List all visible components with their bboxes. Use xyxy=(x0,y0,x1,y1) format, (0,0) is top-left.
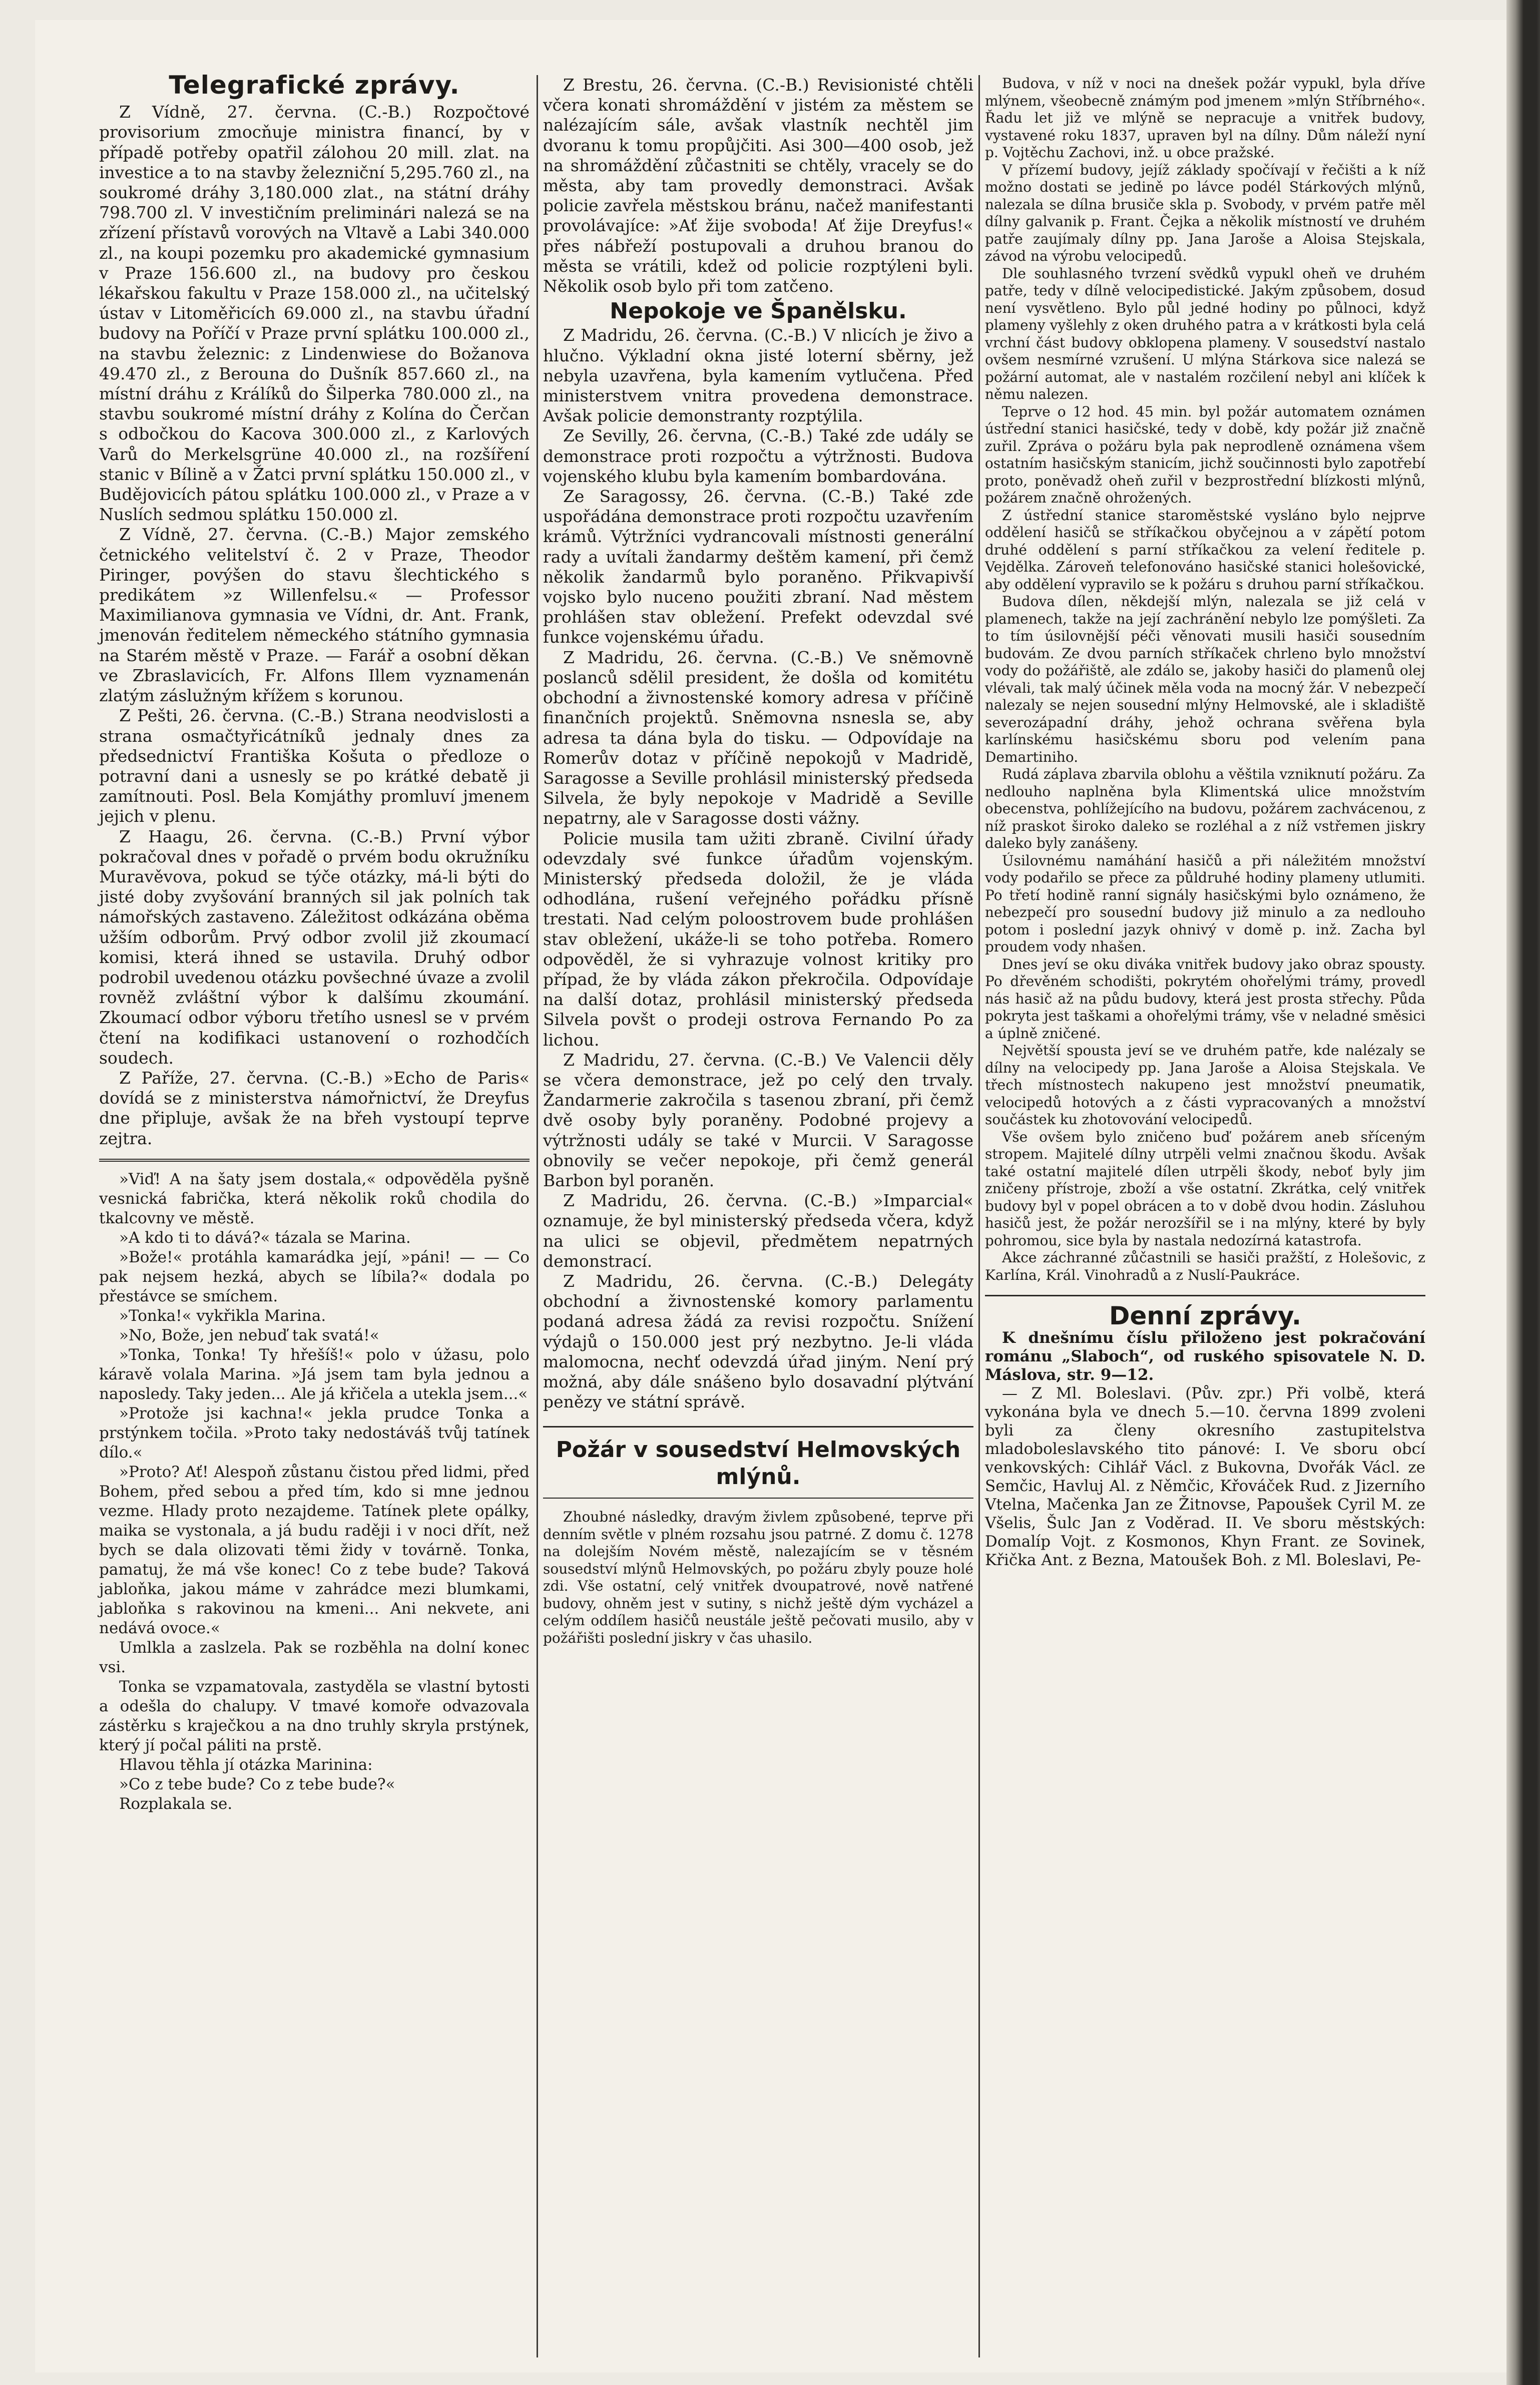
news-paragraph: Ze Sevilly, 26. června, (C.-B.) Také zde udály se demonstrace proti rozpočtu a výtržnosti. Budova vojenského klubu byla kamením bombardována. xyxy=(543,426,973,486)
feuilleton-paragraph: Hlavou těhla jí otázka Marinina: xyxy=(119,1755,373,1774)
telegram-paragraph: Z Vídně, 27. června. (C.-B.) Rozpočtové provisorium zmocňuje ministra financí, by v případě potřeby opatřil zálohou 20 mill. zlat. na investice a to na stavby železniční 5,295.760 zl., na soukromé dráhy 3,180.000 zlat., na státní dráhy 798.700 zl. V investičním preliminári nalezá se na zřízení přístavů vorových na Vltavě a Labi 340.000 zl., na koupi pozemku pro akademické gymnasium v Praze 156.600 zl., na budovy pro českou lékařskou fakultu v Praze 158.000 zl., na učitelský ústav v Litoměřicích 69.000 zl., na stavbu úřadní budovy na Poříčí v Praze první splátku 100.000 zl., na stavbu železnic: z Lindenwiese do Božanova 49.470 zl., z Berouna do Dušník 857.660 zl., na místní dráhu z Králíků do Šilperka 780.000 zl., na stavbu soukromé místní dráhy z Kolína do Čerčan s odbočkou do Kacova 300.000 zl., z Karlových Varů do Merkelsgrüne 40.000 zl., na rozšíření stanic v Bílině a v Žatci první splátku 150.000 zl., v Budějovicích pátou splátku 100.000 zl., v Praze a v Nuslích sedmou splátku 150.000 zl. xyxy=(99,102,530,525)
heading-telegraficke-zpravy: Telegrafické zprávy. xyxy=(169,71,460,100)
fire-paragraph: V přízemí budovy, jejíž základy spočívají v řečišti a k níž možno dostati se jedině po lávce podél Stárkových mlýnů, nalezala se dílna brusiče skla p. Svobody, v prvém patře měl dílny galvanik p. Frant. Čejka a několik místností ve druhém patře zaujímaly dílny pp. Jana Jaroše a Aloisa Stejskala, závod na výrobu velocipedů. xyxy=(985,161,1425,264)
feuilleton-paragraph: »Bože!« protáhla kamarádka její, »páni! — — Co pak nejsem hezká, abych se líbila?« dodala po přestávce se smíchem. xyxy=(99,1248,530,1305)
feuilleton-paragraph: »Protože jsi kachna!« jekla prudce Tonka a prstýnkem točila. »Proto taky nedostáváš tvůj tatínek dílo.« xyxy=(99,1404,530,1462)
news-paragraph: Z Madridu, 26. června. (C.-B.) V nlicích je živo a hlučno. Výkladní okna jisté loterní sběrny, jež nebyla uzavřena, byla kamením vytlučena. Před ministerstvem vnitra provedena demonstrace. Avšak policie demonstranty rozptýlila. xyxy=(543,325,973,426)
denni-paragraph: — Z Ml. Boleslavi. (Pův. zpr.) Při volbě, která vykonána byla ve dnech 5.—10. června 1899 zvoleni byli za členy okresního zastupitelstva mladoboleslavského tito pánové: I. Ve sboru obcí venkovských: Cihlář Václ. z Bukovna, Dvořák Václ. ze Semčic, Havluj Al. z Němčic, Křováček Rud. z Jizerního Vtelna, Mačenka Jan ze Žitnovse, Papoušek Cyril M. ze Všelis, Šulc Jan z Voděrad. II. Ve sboru městských: Domalíp Vojt. z Kosmonos, Khyn Frant. ze Sovinek, Křička Ant. z Bezna, Matoušek Boh. z Ml. Boleslavi, Pe- xyxy=(985,1384,1425,1569)
news-paragraph: Policie musila tam užiti zbraně. Civilní úřady odevzdaly své funkce úřadům vojenským. Ministerský předseda doložil, že je vláda odhodlána, rušení veřejného pořádku přísně trestati. Nad celým poloostrovem bude prohlášen stav obležení, ukáže-li se toho potřeba. Romero odpověděl, že si vyhrazuje volnost kritiky pro případ, že by vláda zákon překročila. Odpovídaje na další dotaz, prohlásil ministerský předseda Silvela povšt o prodeji ostrova Fernando Po za lichou. xyxy=(543,828,973,1050)
fire-paragraph: Dnes jeví se oku diváka vnitřek budovy jako obraz spousty. Po dřevěném schodišti, pokrytém ohořelými trámy, provedl nás hasič až na půdu budovy, která jest prosta střechy. Půda pokryta jest taškami a ohořelými trámy, vše v neladné směsici a úplně zničené. xyxy=(985,956,1425,1042)
telegram-paragraph: Z Haagu, 26. června. (C.-B.) První výbor pokračoval dnes v pořadě o prvém bodu okružníku Muravěvova, pokud se týče otázky, má-li býti do jisté doby zvyšování branných sil jak polních tak námořských zastaveno. Záležitost odkázána oběma užším odborům. Prvý odbor zvolil již zkoumací komisi, která ihned se ustavila. Druhý odbor podrobil uvedenou otázku povšechné úvaze a zvolil rovněž zvláštní výbor k dalšímu zkoumání. Zkoumací odbor výboru třetího usnesl se v prvém čtení na kodifikaci ustanovení o rozhodčích soudech. xyxy=(99,826,530,1068)
fire-paragraph: Budova, v níž v noci na dnešek požár vypukl, byla dříve mlýnem, všeobecně známým pod jmenem »mlýn Stříbrného«. Řadu let již ve mlýně se nepracuje a vnitřek budovy, vystavené roku 1837, upraven byl na dílny. Dům náleží nyní p. Vojtěchu Zachovi, inž. u obce pražské. xyxy=(985,75,1425,161)
column-rule-1 xyxy=(537,75,538,2357)
fire-paragraph: Zhoubné následky, dravým živlem způsobené, teprve při denním světle v plném rozsahu jsou patrné. Z domu č. 1278 na dolejším Novém městě, nalezajícím se v těsném sousedství mlýnů Helmovských, po požáru zbyly pouze holé zdi. Vše ostatní, celý vnitřek dvoupatrové, nově natřené budovy, ohněm jest v sutiny, s nichž ještě dým vycházel a celým oddílem hasičů neustále ještě pečovati musilo, aby v požářišti poslední jiskry v čas uhasilo. xyxy=(543,1509,973,1646)
denni-intro: K dnešnímu číslu přiloženo jest pokračování románu „Slaboch“, od ruského spisovatele N. D. Máslova, str. 9—12. xyxy=(985,1328,1425,1384)
feuilleton-paragraph: »A kdo ti to dává?« tázala se Marina. xyxy=(119,1228,411,1247)
fire-paragraph: Akce záchranné zůčastnili se hasiči pražští, z Holešovic, z Karlína, Král. Vinohradů a z Nuslí-Paukráce. xyxy=(985,1249,1425,1283)
fire-paragraph: Největší spousta jeví se ve druhém patře, kde nalézaly se dílny na velocipedy pp. Jana Jaroše a Aloisa Stejskala. Ve třech místnostech nakupeno jest množství pneumatik, velocipedů hotových a z části vypracovaných a množství součástek ku zhotovování velocipedů. xyxy=(985,1042,1425,1128)
fire-paragraph: Budova dílen, někdejší mlýn, nalezala se již celá v plamenech, takže na její zachránění nebylo lze pomýšleti. Za to tím úsilovnější péči věnovati musili hasiči sousedním budovám. Ze dvou parních stříkaček chrleno bylo množství vody do požářiště, ale zdálo se, jakoby hasiči do plamenů olej vlévali, tak malý účinek měla voda na mocný žár. V nebezpečí nalezaly se nejen sousední mlýny Helmovské, ale i skladiště severozápadní dráhy, jehož ochrana svěřena byla karlínskému hasičskému sboru pod velením pana Demartiniho. xyxy=(985,593,1425,765)
feuilleton-separator xyxy=(99,1159,530,1162)
telegram-paragraph: Z Vídně, 27. června. (C.-B.) Major zemského četnického velitelství č. 2 v Praze, Theodor Piringer, povýšen do stavu šlechtického s predikátem »z Willenfelsu.« — Professor Maximilianova gymnasia ve Vídni, dr. Ant. Frank, jmenován ředitelem německého státního gymnasia na Starém městě v Praze. — Farář a osobní děkan ve Zbraslavicích, Fr. Alfons Illem vyznamenán zlatým záslužným křížem s korunou. xyxy=(99,525,530,706)
fire-paragraph: Rudá záplava zbarvila oblohu a věštila vzniknutí požáru. Za nedlouho naplněna byla Klimentská ulice množstvím obecenstva, pohlížejícího na budovu, požárem zachvácenou, z níž praskot široko daleko se rozléhal a z níž vstřemen jiskry daleko byly zanášeny. xyxy=(985,766,1425,851)
feuilleton-paragraph: »Tonka!« vykřikla Marina. xyxy=(119,1306,326,1325)
feuilleton-paragraph: Tonka se vzpamatovala, zastyděla se vlastní bytosti a odešla do chalupy. V tmavé komoře odvazovala zástěrku s kraječkou a na dno truhly skryla prstýnek, který jí počal páliti na prstě. xyxy=(99,1677,530,1754)
fire-paragraph: Dle souhlasného tvrzení svědků vypukl oheň ve druhém patře, tedy v dílně velocipedistické. Jakým způsobem, dosud není vysvětleno. Bylo půl jedné hodiny po půlnoci, když plameny vyšlehly z oken druhého patra a v krátkosti byla celá vrchní část budovy obklopena plameny. V sousedství nastalo ovšem nesmírné vzrušení. U mlýna Stárkova sice nalezá se požární automat, ale v nastalém rozčilení nebyl ani klíček k němu nalezen. xyxy=(985,265,1425,402)
column-fire-report xyxy=(985,75,1425,1570)
news-paragraph: Z Madridu, 27. června. (C.-B.) Ve Valencii děly se včera demonstrace, jež po celý den trvaly. Žandarmerie zakročila s tasenou zbraní, při čemž dvě osoby byly poraněny. Podobné projevy a výtržnosti udály se také v Murcii. V Saragosse obnovily se večer nepokoje, při čemž generál Barbon byl poraněn. xyxy=(543,1050,973,1190)
fire-paragraph: Vše ovšem bylo zničeno buď požárem aneb sříceným stropem. Majitelé dílny utrpěli velmi značnou škodu. Avšak také ostatní majitelé dílen utrpěli škody, neboť byly jim zničeny přístroje, zboží a vše ostatní. Zkrátka, celý vnitřek budovy byl v popel obrácen a to v době dvou hodin. Zásluhou hasičů jest, že požár nerozšířil se i na mlýny, které by byly pohromou, sice byla by nastala nedozírná katastrofa. xyxy=(985,1128,1425,1249)
heading-denni-zpravy: Denní zprávy. xyxy=(1109,1301,1302,1330)
news-paragraph-brest: Z Brestu, 26. června. (C.-B.) Revisionisté chtěli včera konati shromáždění v jistém za městem se nalézajícím sále, avšak vlastník nechtěl jim dvoranu k tomu propůjčiti. Asi 300—400 osob, jež na shromáždění zůčastniti se chtěly, vracely se do města, aby tam provedly demonstraci. Avšak policie zavřela městskou bránu, načež manifestanti provolávajíce: »Ať žije svoboda! Ať žije Dreyfus!« přes nábřeží postupovali a druhou branou do města se vrátili, kdež od policie rozptýleni byli. Několik osob bylo při tom zatčeno. xyxy=(543,75,973,296)
fire-paragraph: Z ústřední stanice staroměstské vysláno bylo nejprve oddělení hasičů se stříkačkou obyčejnou a v zápětí potom druhé oddělení s parní stříkačkou za velení ředitele p. Vejdělka. Zároveň telefonováno hasičské stanici holešovické, aby oddělení vypravilo se k požáru s druhou parní stříkačkou. xyxy=(985,507,1425,593)
feuilleton-paragraph: »Tonka, Tonka! Ty hřešíš!« polo v úžasu, polo káravě volala Marina. »Já jsem tam byla jednou a naposledy. Taky jeden... Ale já křičela a utekla jsem...« xyxy=(99,1345,530,1403)
feuilleton xyxy=(99,1170,530,1814)
page-edge xyxy=(1506,0,1540,2385)
feuilleton-paragraph: »Co z tebe bude? Co z tebe bude?« xyxy=(119,1775,395,1793)
news-paragraph: Ze Saragossy, 26. června. (C.-B.) Také zde uspořádána demonstrace proti rozpočtu uzavřením krámů. Výtržníci vydrancovali místnosti generální rady a uvítali žandarmy deštěm kamení, při čemž několik žandarmů bylo poraněno. Přikvapivší vojsko bylo nuceno použiti zbraní. Nad městem prohlášen stav obležení. Prefekt odevzdal své funkce vojenskému úřadu. xyxy=(543,487,973,647)
news-paragraph: Z Madridu, 26. června. (C.-B.) »Imparcial« oznamuje, že byl ministerský předseda včera, když na ulici se objevil, předmětem nepatrných demonstrací. xyxy=(543,1191,973,1271)
column-rule-2 xyxy=(978,75,980,2357)
column-telegrams xyxy=(99,71,530,1814)
column-news xyxy=(543,75,973,1647)
telegram-paragraph: Z Paříže, 27. června. (C.-B.) »Echo de Paris« dovídá se z ministerstva námořnictví, že Dreyfus dne připluje, avšak že na břeh vystoupí teprve zejtra. xyxy=(99,1068,530,1148)
feuilleton-paragraph: »Proto? Ať! Alespoň zůstanu čistou před lidmi, před Bohem, před sebou a před tím, kdo si mne jednou vezme. Hlady proto nezajdeme. Tatínek plete opálky, maika se vystonala, a já budu raději i v noci dřít, než bych se dala olizovati těmi židy v továrně. Tonka, pamatuj, že má vše konec! Co z tebe bude? Taková jabloňka, jakou máme v zahrádce mezi blumkami, jabloňka s rakovinou na kmeni... Ani nekvete, ani nedává ovoce.« xyxy=(99,1463,530,1637)
feuilleton-paragraph: »Viď! A na šaty jsem dostala,« odpověděla pyšně vesnická fabrička, která několik roků chodila do tkalcovny ve městě. xyxy=(99,1170,530,1227)
news-paragraph: Z Madridu, 26. června. (C.-B.) Ve sněmovně poslanců sdělil president, že došla od komitétu obchodní a živnostenské komory adresa v příčině finančních projektů. Sněmovna nsnesla se, aby adresa ta dána byla do tisku. — Odpovídaje na Romerův dotaz v příčině nepokojů v Madridě, Saragosse a Seville prohlásil ministerský předseda Silvela, že byly nepokoje v Madridě a Seville nepatrny, ale v Saragosse dosti vážny. xyxy=(543,647,973,828)
heading-nepokoje-ve-spanelsku: Nepokoje ve Španělsku. xyxy=(610,298,907,324)
fire-paragraph: Úsilovnému namáhání hasičů a při náležitém množství vody podařilo se přece za půldruhé hodiny plameny utlumiti. Po třetí hodině ranní signály hasičskými bylo oznámeno, že nebezpečí pro sousední budovy již minulo a za nedlouho potom i poslední jazyk ohnivý v domě p. inž. Zacha byl proudem vody nhašen. xyxy=(985,852,1425,955)
news-paragraph: Z Madridu, 26. června. (C.-B.) Delegáty obchodní a živnostenské komory parlamentu podaná adresa žádá za revisi rozpočtu. Snížení výdajů o 150.000 jest prý nezbytno. Je-li vláda malomocna, nechť odevzdá úřad jiným. Není prý možná, aby dále snášeno bylo dosavadní plýtvání penězy ve státní správě. xyxy=(543,1271,973,1412)
feuilleton-paragraph: Rozplakala se. xyxy=(119,1794,233,1813)
feuilleton-paragraph: »No, Bože, jen nebuď tak svatá!« xyxy=(119,1326,379,1344)
heading-pozar: Požár v sousedství Helmovských mlýnů. xyxy=(543,1426,973,1499)
telegram-paragraph: Z Pešti, 26. června. (C.-B.) Strana neodvislosti a strana osmačtyřicátníků jednaly dnes za předsednictví Františka Košuta o předloze o potravní dani a usnesly se po krátké debatě ji zamítnouti. Posl. Bela Komjáthy promluví jmenem jejich v plenu. xyxy=(99,706,530,826)
feuilleton-paragraph: Umlkla a zaslzela. Pak se rozběhla na dolní konec vsi. xyxy=(99,1638,530,1676)
fire-paragraph: Teprve o 12 hod. 45 min. byl požár automatem oznámen ústřední stanici hasičské, tedy v době, kdy požár již značně zuřil. Zpráva o požáru byla pak neprodleně oznámena všem ostatním hasičským stanicím, jichž součinnosti bylo zapotřebí proto, poněvadž oheň zuřil v bezprostřední blízkosti mlýnů, požárem značně ohrožených. xyxy=(985,403,1425,506)
